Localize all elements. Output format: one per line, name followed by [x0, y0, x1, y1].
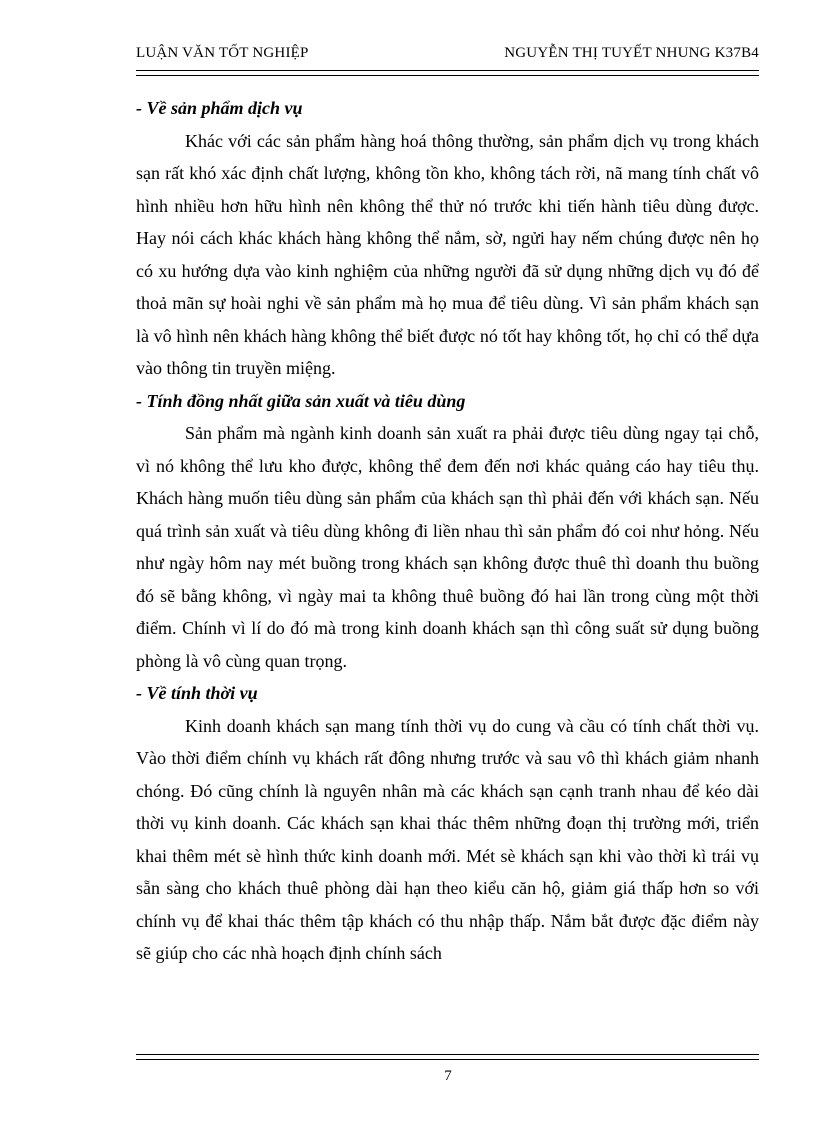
section-paragraph: Khác với các sản phẩm hàng hoá thông thường, sản phẩm dịch vụ trong khách sạn rất khó xác định chất lượng, không tồn kho, không tách rời, nã mang tính chất vô hình nhiều hơn hữu hình nên không thể thử nó trước khi tiến hành tiêu dùng được. Hay nói cách khác khách hàng không thể nắm, sờ, ngửi hay nếm chúng được nên họ có xu hướng dựa vào kinh nghiệm của những người đã sử dụng những dịch vụ đó để thoả mãn sự hoài nghi về sản phẩm mà họ mua để tiêu dùng. Vì sản phẩm khách sạn là vô hình nên khách hàng không thể biết được nó tốt hay không tốt, họ chỉ có thể dựa vào thông tin truyền miệng.: [136, 130, 759, 378]
section-paragraph: Kinh doanh khách sạn mang tính thời vụ do cung và cầu có tính chất thời vụ. Vào thời điểm chính vụ khách rất đông nhưng trước và sau vô thì khách giảm nhanh chóng. Đó cũng chính là nguyên nhân mà các khách sạn cạnh tranh nhau để kéo dài thời vụ kinh doanh. Các khách sạn khai thác thêm những đoạn thị trường mới, triển khai thêm mét sè hình thức kinh doanh mới. Mét sè khách sạn khi vào thời kì trái vụ sẵn sàng cho khách thuê phòng dài hạn theo kiểu căn hộ, giảm giá thấp hơn so với chính vụ để khai thác thêm tập khách có thu nhập thấp. Nắm bắt được đặc điểm này sẽ giúp cho các nhà hoạch định chính sách: [136, 715, 759, 963]
page-header: [136, 38, 759, 62]
header-author-name: NGUYỄN THỊ TUYẾT NHUNG K37B4: [504, 45, 759, 61]
header-thesis-title: LUẬN VĂN TỐT NGHIỆP: [136, 45, 309, 61]
footer-divider: [136, 1054, 759, 1060]
section-heading: - Tính đồng nhất giữa sản xuất và tiêu dùng: [136, 390, 466, 411]
page-number: 7: [444, 1068, 452, 1084]
section-heading: - Về sản phẩm dịch vụ: [136, 98, 303, 118]
section-heading: - Về tính thời vụ: [136, 683, 258, 703]
document-body: [136, 92, 759, 970]
header-divider: [136, 70, 759, 76]
section-paragraph: Sản phẩm mà ngành kinh doanh sản xuất ra phải được tiêu dùng ngay tại chỗ, vì nó không thể lưu kho được, không thể đem đến nơi khác quảng cáo hay tiêu thụ. Khách hàng muốn tiêu dùng sản phẩm của khách sạn thì phải đến với khách sạn. Nếu quá trình sản xuất và tiêu dùng không đi liền nhau thì sản phẩm đó coi như hỏng. Nếu như ngày hôm nay mét buồng trong khách sạn không được thuê thì doanh thu buồng đó sẽ bằng không, vì ngày mai ta không thuê buồng đó hai lần trong cùng một thời điểm. Chính vì lí do đó mà trong kinh doanh khách sạn thì công suất sử dụng buồng phòng là vô cùng quan trọng.: [136, 423, 759, 671]
